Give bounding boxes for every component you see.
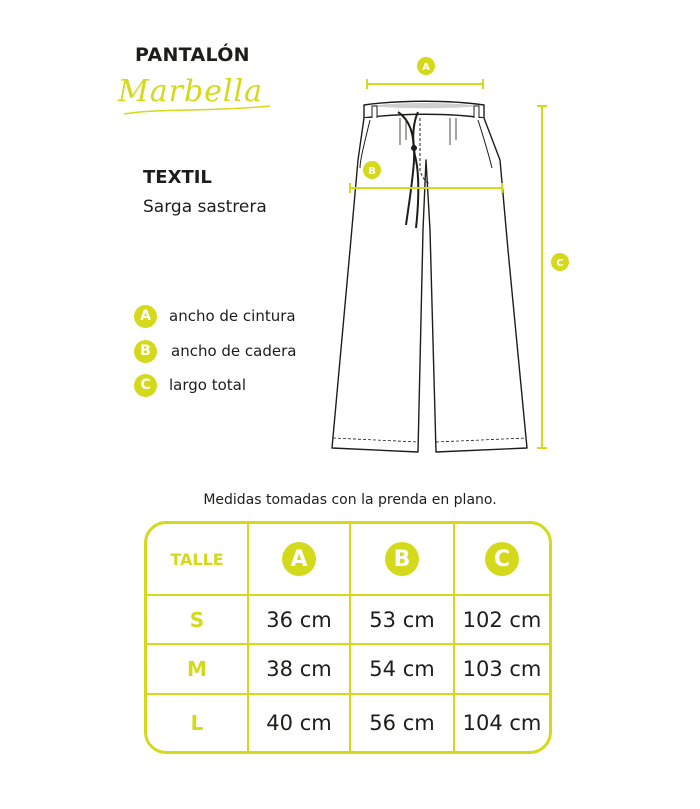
legend-item-a [134, 304, 296, 328]
legend-label-c: largo total [169, 376, 247, 394]
fabric-name: Sarga sastrera [143, 197, 267, 217]
legend-label-a: ancho de cintura [169, 307, 296, 325]
legend-badge-c: C [134, 374, 157, 397]
measurement-note: Medidas tomadas con la prenda en plano. [203, 492, 497, 508]
cell-m-a: 38 cm [266, 657, 332, 681]
cell-l-c: 104 cm [462, 711, 542, 735]
header-badge-b: B [385, 542, 419, 576]
row-size-s: S [189, 607, 205, 632]
legend-item-b [134, 339, 296, 363]
legend-badge-b: B [134, 340, 157, 363]
measure-marker-c: C [556, 258, 564, 269]
row-size-l: L [190, 711, 204, 735]
cell-m-b: 54 cm [369, 657, 435, 681]
measure-marker-b: B [368, 166, 376, 177]
pants-technical-drawing [320, 50, 580, 470]
legend-badge-a: A [134, 305, 157, 328]
legend-item-c [134, 373, 246, 397]
measure-line-a [367, 57, 483, 89]
product-model-name: Marbella [118, 74, 263, 109]
header-talle: TALLE [170, 549, 224, 569]
header-badge-a: A [282, 542, 316, 576]
cell-s-c: 102 cm [462, 607, 542, 632]
legend-label-b: ancho de cadera [171, 342, 297, 360]
cell-l-b: 56 cm [369, 711, 435, 735]
header-c [455, 524, 549, 594]
cell-s-b: 53 cm [369, 607, 435, 632]
script-underline [120, 100, 280, 120]
cell-l-a: 40 cm [266, 711, 332, 735]
cell-s-a: 36 cm [266, 607, 332, 632]
measure-line-c [537, 106, 569, 448]
size-table [144, 521, 552, 754]
header-b [351, 524, 453, 594]
measure-marker-a: A [422, 62, 430, 73]
header-badge-c: C [485, 542, 519, 576]
header-a [249, 524, 349, 594]
material-heading: TEXTIL [143, 167, 212, 188]
row-size-m: M [187, 657, 207, 681]
cell-m-c: 103 cm [462, 657, 542, 681]
product-type-title: PANTALÓN [135, 44, 250, 66]
